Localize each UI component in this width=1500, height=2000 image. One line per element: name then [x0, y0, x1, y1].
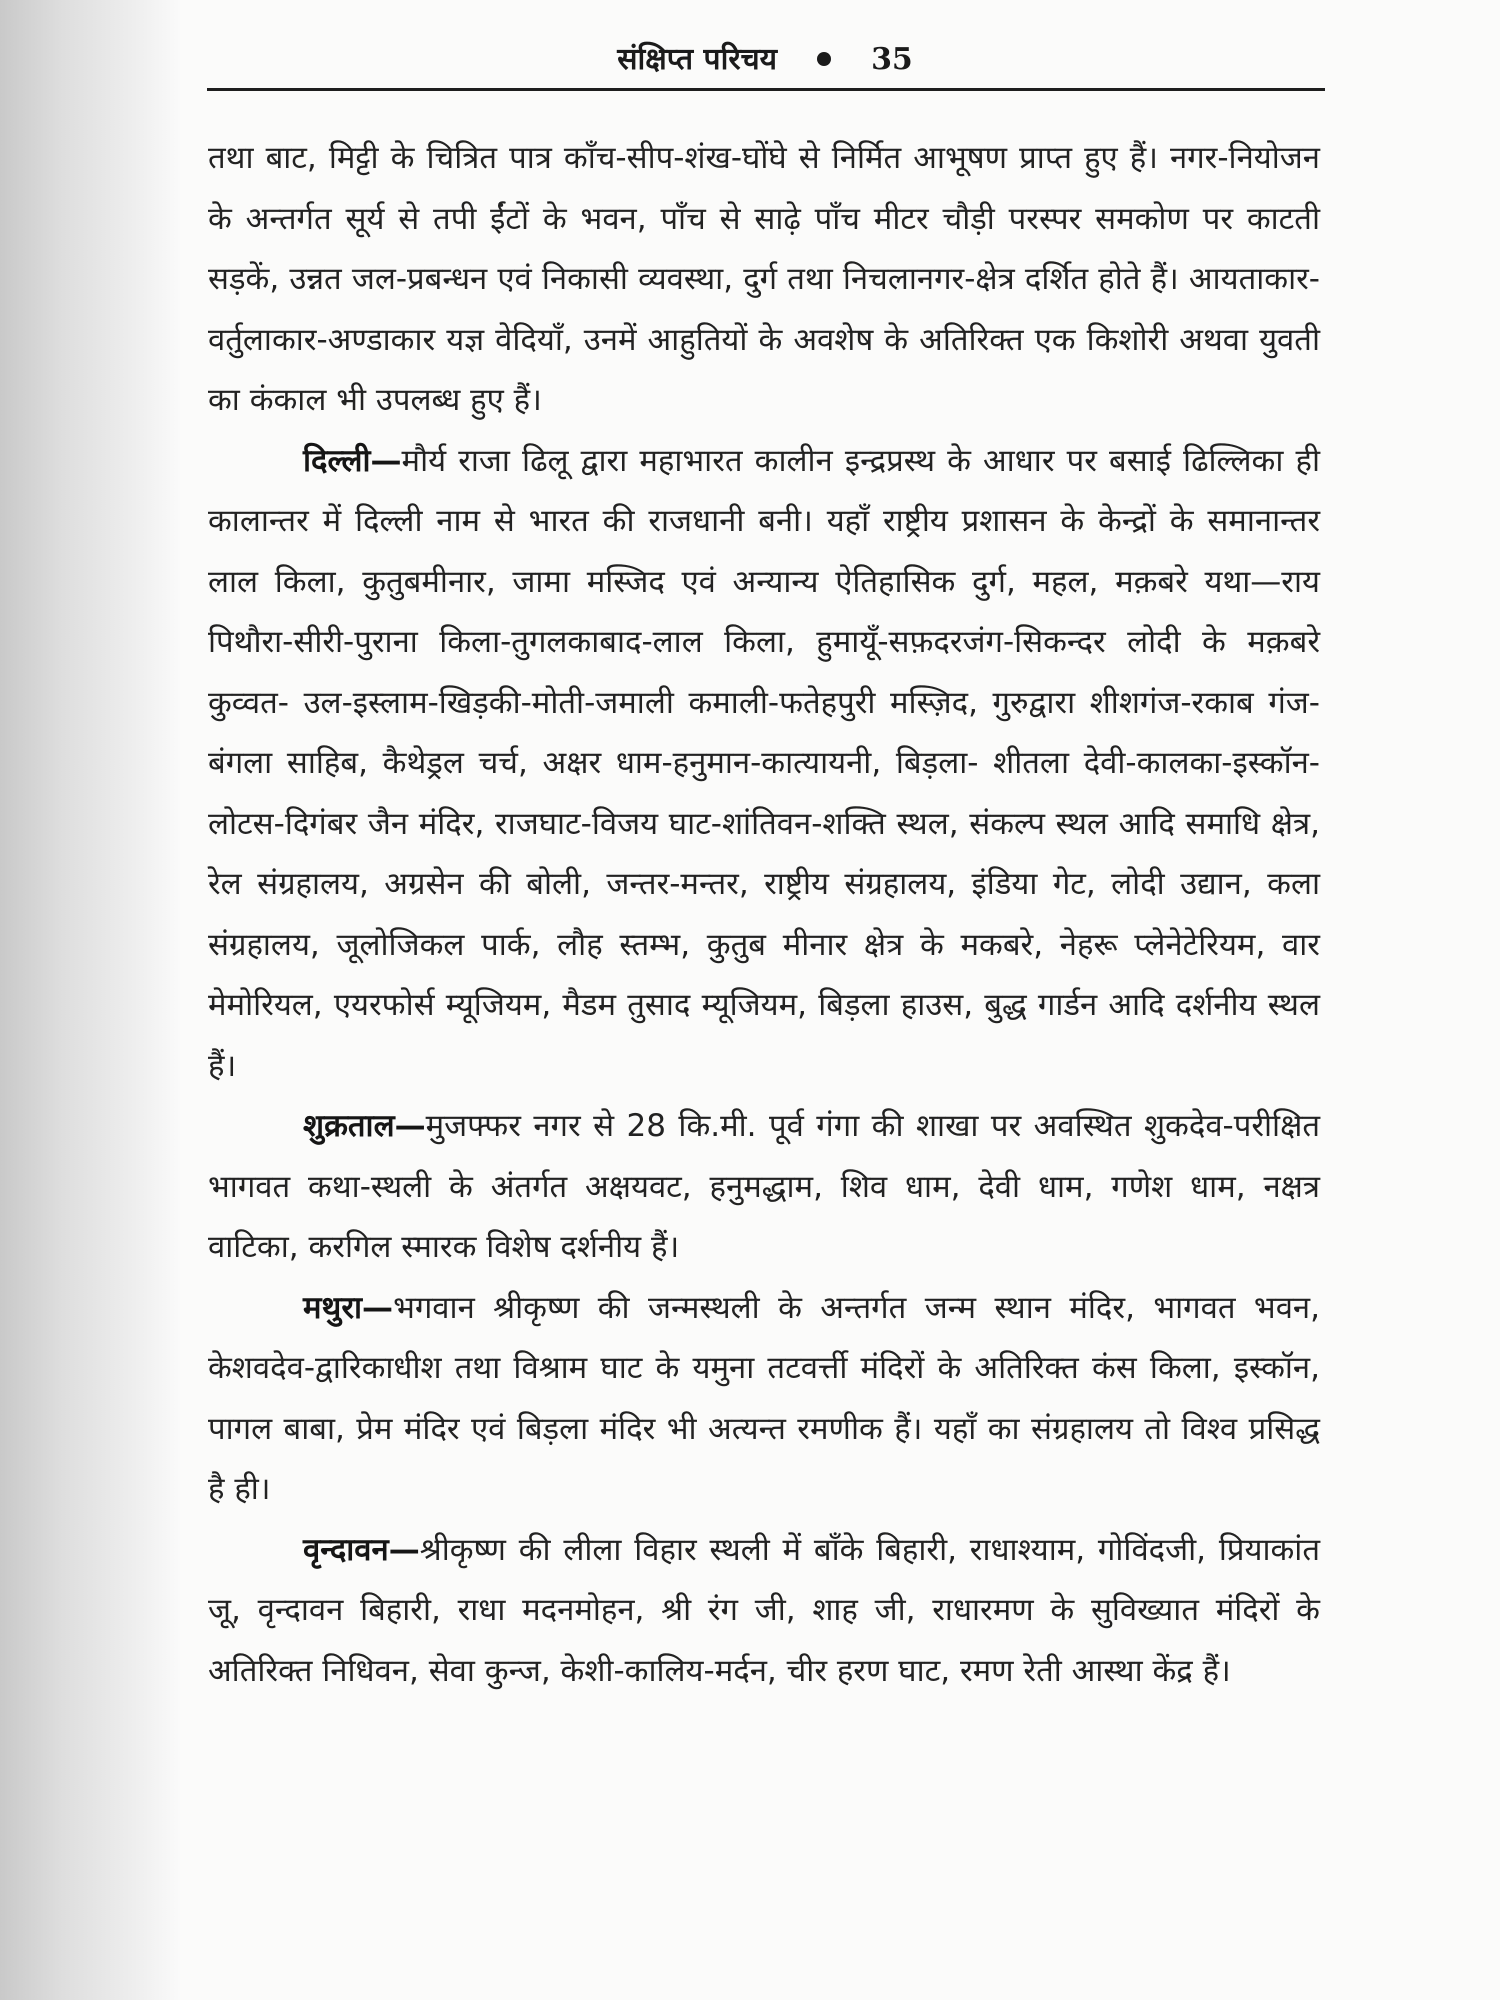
- paragraph-text: भगवान श्रीकृष्ण की जन्मस्थली के अन्तर्गत जन्म स्थान मंदिर, भागवत भवन, केशवदेव-द्वारिकाधीश तथा विश्राम घाट के यमुना तटवर्त्ती मंदिरों के अतिरिक्त कंस किला, इस्कॉन, पागल बाबा, प्रेम मंदिर एवं बिड़ला मंदिर भी अत्यन्त रमणीक हैं। यहाँ का संग्रहालय तो विश्व प्रसिद्ध है ही।: [208, 1289, 1320, 1507]
- paragraph-mathura: [208, 1278, 1320, 1520]
- binding-gutter: [0, 0, 180, 2000]
- paragraph-term: वृन्दावन—: [303, 1531, 420, 1568]
- header-rule: [207, 88, 1325, 91]
- bullet-separator: [817, 52, 831, 66]
- paragraph-continuation: [208, 128, 1320, 431]
- paragraph-term: दिल्ली—: [303, 442, 402, 479]
- paragraph-text: मुजफ्फर नगर से 28 कि.मी. पूर्व गंगा की शाखा पर अवस्थित शुकदेव-परीक्षित भागवत कथा-स्थली के अंतर्गत अक्षयवट, हनुमद्धाम, शिव धाम, देवी धाम, गणेश धाम, नक्षत्र वाटिका, करगिल स्मारक विशेष दर्शनीय हैं।: [208, 1108, 1320, 1265]
- header-title: संक्षिप्त परिचय: [617, 42, 778, 77]
- paragraph-vrindavan: [208, 1520, 1320, 1702]
- paragraph-shukratal: [208, 1096, 1320, 1278]
- running-header: [205, 30, 1325, 90]
- page-number: 35: [871, 42, 913, 77]
- body-text: [208, 128, 1320, 1701]
- paragraph-term: मथुरा—: [303, 1289, 394, 1326]
- paragraph-text: श्रीकृष्ण की लीला विहार स्थली में बाँके बिहारी, राधाश्याम, गोविंदजी, प्रियाकांत जू, वृन्दावन बिहारी, राधा मदनमोहन, श्री रंग जी, शाह जी, राधारमण के सुविख्यात मंदिरों के अतिरिक्त निधिवन, सेवा कुन्ज, केशी-कालिय-मर्दन, चीर हरण घाट, रमण रेती आस्था केंद्र हैं।: [208, 1531, 1320, 1689]
- paragraph-delhi: [208, 431, 1320, 1097]
- paragraph-text: तथा बाट, मिट्टी के चित्रित पात्र काँच-सीप-शंख-घोंघे से निर्मित आभूषण प्राप्त हुए हैं। नगर-नियोजन के अन्तर्गत सूर्य से तपी ईंटों के भवन, पाँच से साढ़े पाँच मीटर चौड़ी परस्पर समकोण पर काटती सड़कें, उन्नत जल-प्रबन्धन एवं निकासी व्यवस्था, दुर्ग तथा निचलानगर-क्षेत्र दर्शित होते हैं। आयताकार-वर्तुलाकार-अण्डाकार यज्ञ वेदियाँ, उनमें आहुतियों के अवशेष के अतिरिक्त एक किशोरी अथवा युवती का कंकाल भी उपलब्ध हुए हैं।: [208, 140, 1320, 418]
- paragraph-term: शुक्रताल—: [303, 1108, 426, 1144]
- paragraph-text: मौर्य राजा ढिलू द्वारा महाभारत कालीन इन्द्रप्रस्थ के आधार पर बसाई ढिल्लिका ही कालान्तर में दिल्ली नाम से भारत की राजधानी बनी। यहाँ राष्ट्रीय प्रशासन के केन्द्रों के समानान्तर लाल किला, कुतुबमीनार, जामा मस्जिद एवं अन्यान्य ऐतिहासिक दुर्ग, महल, मक़बरे यथा—राय पिथौरा-सीरी-पुराना किला-तुगलकाबाद-लाल किला, हुमायूँ-सफ़दरजंग-सिकन्दर लोदी के मक़बरे कुव्वत- उल-इस्लाम-खिड़की-मोती-जमाली कमाली-फतेहपुरी मस्ज़िद, गुरुद्वारा शीशगंज-रकाब गंज-बंगला साहिब, कैथेड्रल चर्च, अक्षर धाम-हनुमान-कात्यायनी, बिड़ला- शीतला देवी-कालका-इस्कॉन-लोटस-दिगंबर जैन मंदिर, राजघाट-विजय घाट-शांतिवन-शक्ति स्थल, संकल्प स्थल आदि समाधि क्षेत्र, रेल संग्रहालय, अग्रसेन की बोली, जन्तर-मन्तर, राष्ट्रीय संग्रहालय, इंडिया गेट, लोदी उद्यान, कला संग्रहालय, जूलोजिकल पार्क, लौह स्तम्भ, कुतुब मीनार क्षेत्र के मकबरे, नेहरू प्लेनेटेरियम, वार मेमोरियल, एयरफोर्स म्यूजियम, मैडम तुसाद म्यूजियम, बिड़ला हाउस, बुद्ध गार्डन आदि दर्शनीय स्थल हैं।: [208, 442, 1320, 1084]
